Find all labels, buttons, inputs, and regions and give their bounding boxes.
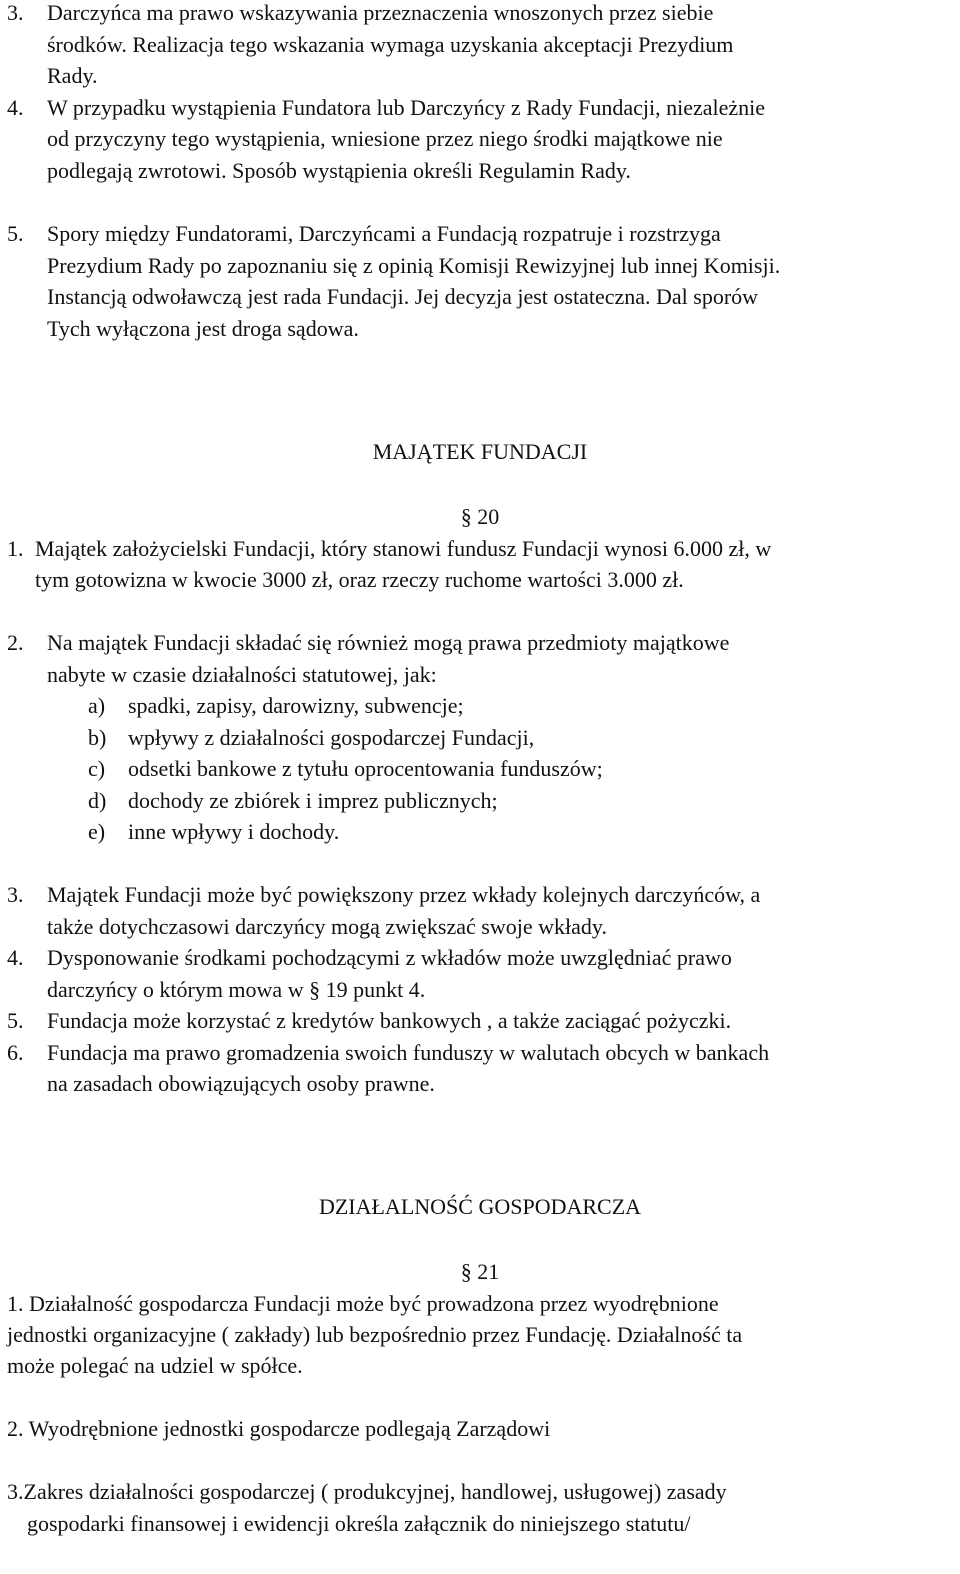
- item-line: tym gotowizna w kwocie 3000 zł, oraz rzeczy ruchome wartości 3.000 zł.: [35, 567, 684, 592]
- subitem-text: wpływy z działalności gospodarczej Fundacji,: [128, 725, 535, 750]
- item-line: Fundacja ma prawo gromadzenia swoich funduszy w walutach obcych w bankach: [47, 1040, 770, 1065]
- paragraph-line: 1. Działalność gospodarcza Fundacji może być prowadzona przez wyodrębnione: [7, 1291, 719, 1316]
- subitem-text: dochody ze zbiórek i imprez publicznych;: [128, 788, 498, 813]
- item-line: darczyńcy o którym mowa w § 19 punkt 4.: [47, 977, 426, 1002]
- item-line: podlegają zwrotowi. Sposób wystąpienia określi Regulamin Rady.: [47, 158, 631, 183]
- item-number: 4.: [7, 945, 24, 970]
- item-line: Na majątek Fundacji składać się również mogą prawa przedmioty majątkowe: [47, 630, 730, 655]
- section-heading: MAJĄTEK FUNDACJI: [372, 439, 588, 464]
- paragraph-line: 3.Zakres działalności gospodarczej ( produkcyjnej, handlowej, usługowej) zasady: [7, 1479, 727, 1504]
- item-number: 4.: [7, 95, 24, 120]
- item-number: 5.: [7, 221, 24, 246]
- subitem-text: odsetki bankowe z tytułu oprocentowania funduszów;: [128, 756, 603, 781]
- subitem-letter: c): [88, 756, 106, 781]
- item-line: Prezydium Rady po zapoznaniu się z opinią Komisji Rewizyjnej lub innej Komisji.: [47, 253, 781, 278]
- subitem-letter: a): [88, 693, 106, 718]
- item-number: 6.: [7, 1040, 24, 1065]
- item-line: Fundacja może korzystać z kredytów bankowych , a także zaciągać pożyczki.: [47, 1008, 732, 1033]
- paragraph-line: jednostki organizacyjne ( zakłady) lub bezpośrednio przez Fundację. Działalność ta: [7, 1322, 743, 1347]
- item-line: W przypadku wystąpienia Fundatora lub Darczyńcy z Rady Fundacji, niezależnie: [47, 95, 766, 120]
- item-line: środków. Realizacja tego wskazania wymaga uzyskania akceptacji Prezydium: [47, 32, 734, 57]
- item-line: na zasadach obowiązujących osoby prawne.: [47, 1071, 435, 1096]
- item-number: 3.: [7, 882, 24, 907]
- item-line: Tych wyłączona jest droga sądowa.: [47, 316, 359, 341]
- paragraph-line: może polegać na udziel w spółce.: [7, 1353, 303, 1378]
- item-line: Dysponowanie środkami pochodzącymi z wkładów może uwzględniać prawo: [47, 945, 732, 970]
- item-line: Darczyńca ma prawo wskazywania przeznaczenia wnoszonych przez siebie: [47, 0, 714, 25]
- subitem-letter: b): [88, 725, 107, 750]
- section-heading: DZIAŁALNOŚĆ GOSPODARCZA: [318, 1194, 642, 1219]
- item-number: 3.: [7, 0, 24, 25]
- item-line: Rady.: [47, 63, 98, 88]
- item-line: także dotychczasowi darczyńcy mogą zwiększać swoje wkłady.: [47, 914, 607, 939]
- paragraph-line: gospodarki finansowej i ewidencji określa załącznik do niniejszego statutu/: [27, 1511, 691, 1536]
- item-line: nabyte w czasie działalności statutowej, jak:: [47, 662, 437, 687]
- item-number: 1.: [7, 536, 24, 561]
- subitem-text: spadki, zapisy, darowizny, subwencje;: [128, 693, 464, 718]
- s2-paragraph-2: 2. Wyodrębnione jednostki gospodarcze podlegają Zarządowi: [7, 1416, 551, 1441]
- item-line: Instancją odwoławczą jest rada Fundacji. Jej decyzja jest ostateczna. Dal sporów: [47, 284, 759, 309]
- item-line: Majątek Fundacji może być powiększony przez wkłady kolejnych darczyńców, a: [47, 882, 761, 907]
- item-line: od przyczyny tego wystąpienia, wniesione przez niego środki majątkowe nie: [47, 126, 723, 151]
- item-number: 2.: [7, 630, 24, 655]
- paragraph-symbol: § 20: [460, 504, 500, 529]
- subitem-text: inne wpływy i dochody.: [128, 819, 340, 844]
- subitem-letter: d): [88, 788, 107, 813]
- paragraph-symbol: § 21: [460, 1259, 500, 1284]
- subitem-letter: e): [88, 819, 106, 844]
- item-line: Spory między Fundatorami, Darczyńcami a Fundacją rozpatruje i rozstrzyga: [47, 221, 721, 246]
- item-line: Majątek założycielski Fundacji, który stanowi fundusz Fundacji wynosi 6.000 zł, w: [35, 536, 772, 561]
- item-number: 5.: [7, 1008, 24, 1033]
